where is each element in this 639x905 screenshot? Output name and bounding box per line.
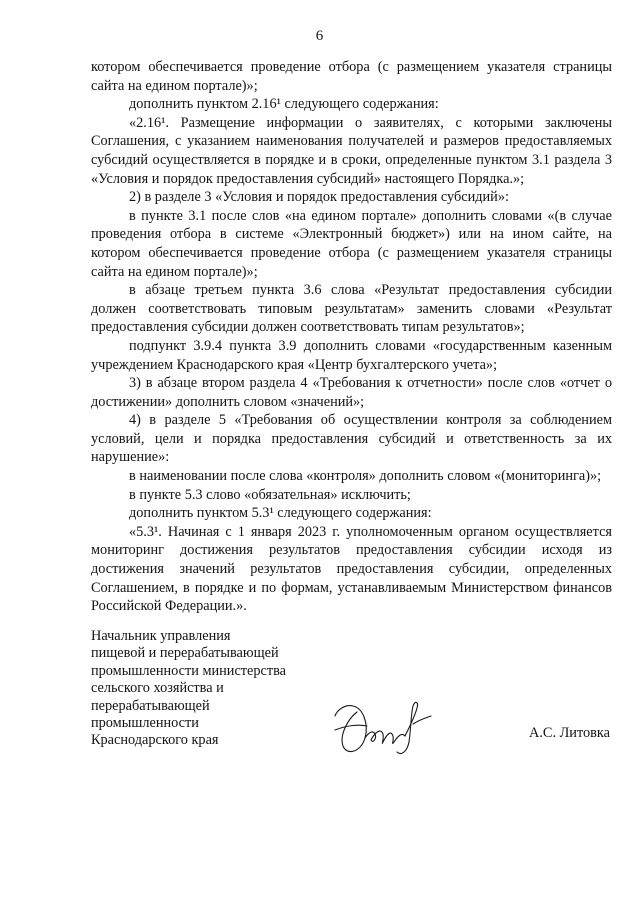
position-line: пищевой и перерабатывающей [91, 645, 279, 662]
position-line: сельского хозяйства и [91, 680, 224, 697]
position-line: промышленности [91, 715, 199, 732]
position-line: промышленности министерства [91, 662, 287, 679]
signer-name: А.С. Литовка [529, 725, 610, 741]
position-line: перерабатывающей [91, 697, 210, 714]
paragraph: подпункт 3.9.4 пункта 3.9 дополнить словами «государственным казенным учреждением Краснодарского края «Центр бухгалтерского учета»; [91, 337, 612, 373]
paragraph: 4) в разделе 5 «Требования об осуществлении контроля за соблюдением условий, цели и порядка предоставления субсидий и ответственность за их нарушение»: [91, 412, 612, 466]
paragraph: в абзаце третьем пункта 3.6 слова «Результат предоставления субсидии должен соответствовать типовым результатам» заменить словами «Результат предоставления субсидии должен соответствовать типам результатов»; [91, 282, 612, 336]
paragraph: дополнить пунктом 5.3¹ следующего содержания: [129, 505, 432, 522]
signature-icon [327, 694, 437, 760]
paragraph: «5.3¹. Начиная с 1 января 2023 г. уполномоченным органом осуществляется мониторинг достижения результатов предоставления субсидии исходя из достижения значений результатов предоставления субсидии, определенных Соглашением, в порядке и по формам, устанавливаемым Министерством финансов Российской Федерации.». [91, 523, 612, 615]
position-line: Начальник управления [91, 628, 231, 644]
paragraph: 2) в разделе 3 «Условия и порядок предоставления субсидий»: [129, 189, 509, 206]
paragraph: дополнить пунктом 2.16¹ следующего содержания: [129, 96, 439, 113]
document-body [91, 58, 612, 616]
signature-block [91, 628, 612, 758]
paragraph: котором обеспечивается проведение отбора (с размещением указателя страницы сайта на едином портале)»; [91, 59, 612, 94]
paragraph: в пункте 3.1 после слов «на едином портале» дополнить словами «(в случае проведения отбора в системе «Электронный бюджет») или на ином сайте, на котором обеспечивается проведение отбора (с размещением указателя страницы сайта на едином портале)»; [91, 207, 612, 280]
paragraph: в наименовании после слова «контроля» дополнить словом «(мониторинга)»; [129, 468, 602, 485]
signer-position [91, 628, 321, 750]
paragraph: в пункте 5.3 слово «обязательная» исключить; [129, 486, 411, 503]
paragraph: «2.16¹. Размещение информации о заявителях, с которыми заключены Соглашения, с указанием наименования получателей и размеров предоставляемых субсидий осуществляется в порядке и в сроки, определенные пунктом 3.1 раздела 3 «Условия и порядок предоставления субсидий» настоящего Порядка.»; [91, 114, 612, 187]
position-line: Краснодарского края [91, 732, 219, 749]
page-number: 6 [315, 28, 324, 44]
paragraph: 3) в абзаце втором раздела 4 «Требования к отчетности» после слов «отчет о достижении» дополнить словом «значений»; [91, 375, 612, 410]
